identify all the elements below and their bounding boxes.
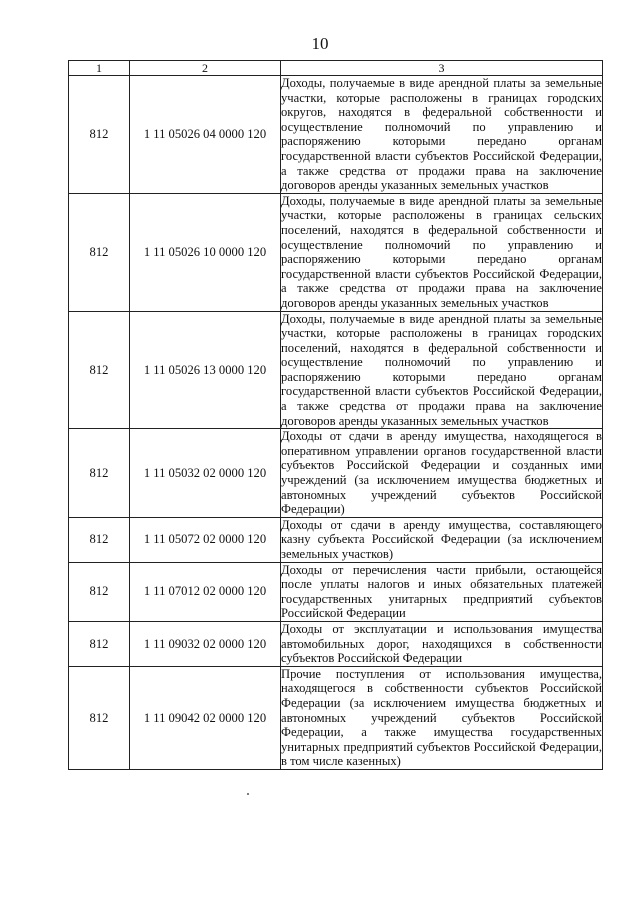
revenue-code-cell: 1 11 05026 13 0000 120 bbox=[130, 311, 281, 429]
admin-code-cell: 812 bbox=[69, 76, 130, 194]
revenue-code-cell: 1 11 07012 02 0000 120 bbox=[130, 562, 281, 621]
description-cell: Доходы от сдачи в аренду имущества, составляющего казну субъекта Российской Федерации (за исключением земельных участков) bbox=[281, 517, 602, 561]
admin-code-cell: 812 bbox=[69, 311, 130, 429]
page-number: 10 bbox=[311, 34, 329, 53]
admin-code-cell: 812 bbox=[69, 429, 130, 518]
table-row bbox=[69, 517, 603, 562]
table-row bbox=[69, 429, 603, 518]
table-row bbox=[69, 76, 603, 194]
column-header: 3 bbox=[281, 61, 603, 76]
admin-code-cell: 812 bbox=[69, 562, 130, 621]
table-row bbox=[69, 193, 603, 311]
description-cell: Прочие поступления от использования имущества, находящегося в собственности субъектов Российской Федерации (за исключением имущества бюджетных и автономных учреждений субъектов Российской Федерации, а также имущества государственных унитарных предприятий субъектов Российской Федерации, в том числе казенных) bbox=[281, 666, 602, 769]
description-cell: Доходы, получаемые в виде арендной платы за земельные участки, которые расположены в границах городских округов, находятся в федеральной собственности и осуществление полномочий по управлению и распоряжению которыми передано органам государственной власти субъектов Российской Федерации, а также средства от продажи права на заключение договоров аренды указанных земельных участков bbox=[281, 76, 602, 193]
admin-code-cell: 812 bbox=[69, 517, 130, 562]
column-header: 1 bbox=[69, 61, 130, 76]
table-row bbox=[69, 621, 603, 666]
description-cell: Доходы от эксплуатации и использования имущества автомобильных дорог, находящихся в собственности субъектов Российской Федерации bbox=[281, 621, 602, 666]
table-header-row bbox=[69, 61, 603, 76]
admin-code-cell: 812 bbox=[69, 621, 130, 666]
revenue-codes-table bbox=[68, 60, 603, 770]
column-header: 2 bbox=[130, 61, 281, 76]
description-cell: Доходы от сдачи в аренду имущества, находящегося в оперативном управлении органов государственной власти субъектов Российской Федерации и созданных ими учреждений (за исключением имущества бюджетных и автономных учреждений субъектов Российской Федерации) bbox=[281, 429, 602, 517]
revenue-code-cell: 1 11 09032 02 0000 120 bbox=[130, 621, 281, 666]
description-cell: Доходы, получаемые в виде арендной платы за земельные участки, которые расположены в границах городских поселений, находятся в федеральной собственности и осуществление полномочий по управлению и распоряжению которыми передано органам государственной власти субъектов Российской Федерации, а также средства от продажи права на заключение договоров аренды указанных земельных участков bbox=[281, 311, 602, 428]
description-cell: Доходы, получаемые в виде арендной платы за земельные участки, которые расположены в границах сельских поселений, находятся в федеральной собственности и осуществление полномочий по управлению и распоряжению которыми передано органам государственной власти субъектов Российской Федерации, а также средства от продажи права на заключение договоров аренды указанных земельных участков bbox=[281, 193, 602, 310]
admin-code-cell: 812 bbox=[69, 193, 130, 311]
table-row bbox=[69, 666, 603, 769]
revenue-code-cell: 1 11 05026 04 0000 120 bbox=[130, 76, 281, 194]
description-cell: Доходы от перечисления части прибыли, остающейся после уплаты налогов и иных обязательных платежей государственных унитарных предприятий субъектов Российской Федерации bbox=[281, 562, 602, 621]
admin-code-cell: 812 bbox=[69, 666, 130, 769]
table-row bbox=[69, 311, 603, 429]
revenue-code-cell: 1 11 05072 02 0000 120 bbox=[130, 517, 281, 562]
revenue-code-cell: 1 11 05032 02 0000 120 bbox=[130, 429, 281, 518]
scan-speck bbox=[247, 793, 249, 795]
table-row bbox=[69, 562, 603, 621]
revenue-code-cell: 1 11 05026 10 0000 120 bbox=[130, 193, 281, 311]
revenue-code-cell: 1 11 09042 02 0000 120 bbox=[130, 666, 281, 769]
